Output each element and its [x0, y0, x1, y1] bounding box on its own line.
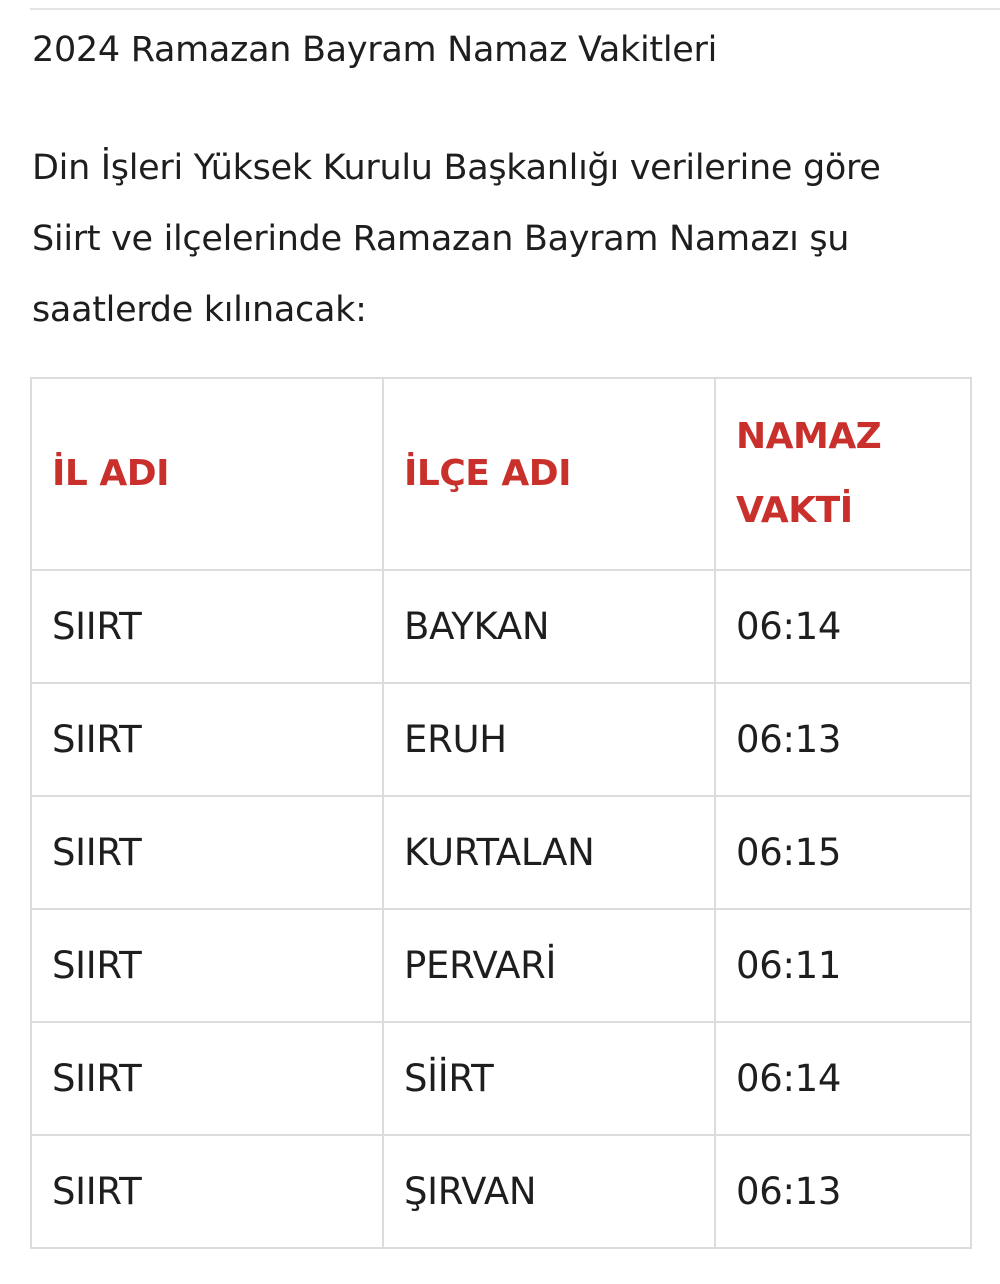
- district-cell: PERVARİ: [383, 909, 715, 1022]
- province-cell: SIIRT: [31, 909, 383, 1022]
- article-intro: Din İşleri Yüksek Kurulu Başkanlığı verilerine göre Siirt ve ilçelerinde Ramazan Bayram Namazı şu saatlerde kılınacak:: [32, 148, 881, 330]
- province-cell: SIIRT: [31, 570, 383, 683]
- district-cell: BAYKAN: [383, 570, 715, 683]
- time-column-header: [715, 378, 971, 570]
- table-row: [31, 1135, 971, 1248]
- district-column-header: İLÇE ADI: [383, 378, 715, 570]
- table-row: [31, 683, 971, 796]
- top-divider: [30, 8, 1000, 10]
- time-cell: 06:13: [715, 1135, 971, 1248]
- time-cell: 06:11: [715, 909, 971, 1022]
- province-cell: SIIRT: [31, 796, 383, 909]
- prayer-times-table-wrapper: [30, 377, 970, 1249]
- province-cell: SIIRT: [31, 1022, 383, 1135]
- district-cell: SİİRT: [383, 1022, 715, 1135]
- district-cell: ŞIRVAN: [383, 1135, 715, 1248]
- province-cell: SIIRT: [31, 683, 383, 796]
- prayer-times-table: [30, 377, 972, 1249]
- time-cell: 06:14: [715, 570, 971, 683]
- time-cell: 06:14: [715, 1022, 971, 1135]
- table-row: [31, 570, 971, 683]
- time-cell: 06:13: [715, 683, 971, 796]
- table-row: [31, 796, 971, 909]
- table-row: [31, 909, 971, 1022]
- table-header-row: [31, 378, 971, 570]
- table-row: [31, 1022, 971, 1135]
- article-heading: 2024 Ramazan Bayram Namaz Vakitleri: [32, 30, 718, 70]
- time-header-line2: VAKTİ: [736, 490, 853, 531]
- time-header-line1: NAMAZ: [736, 416, 882, 457]
- province-cell: SIIRT: [31, 1135, 383, 1248]
- district-cell: KURTALAN: [383, 796, 715, 909]
- province-column-header: İL ADI: [31, 378, 383, 570]
- time-cell: 06:15: [715, 796, 971, 909]
- district-cell: ERUH: [383, 683, 715, 796]
